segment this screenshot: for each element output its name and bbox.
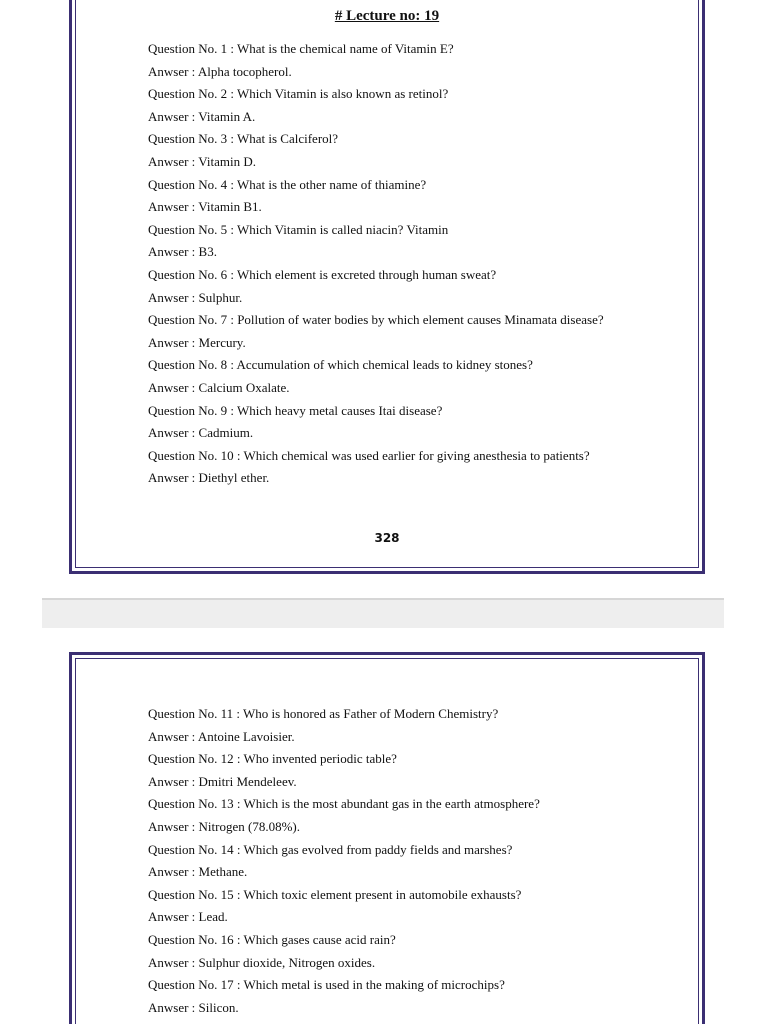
question-line: Question No. 14 : Which gas evolved from paddy fields and marshes? [148,841,513,857]
question-line: Question No. 9 : Which heavy metal causes Itai disease? [148,402,443,418]
answer-line: Anwser : Cadmium. [148,425,254,441]
answer-line: Anwser : B3. [148,244,217,260]
question-line: Question No. 7 : Pollution of water bodies by which element causes Minamata disease? [148,312,604,328]
page-329 [69,652,705,1024]
answer-line: Anwser : Sulphur. [148,289,243,305]
answer-line: Anwser : Dmitri Mendeleev. [148,773,297,789]
answer-line: Anwser : Sulphur dioxide, Nitrogen oxides. [148,954,376,970]
lecture-heading: # Lecture no: 19 [334,8,440,24]
question-line: Question No. 12 : Who invented periodic table? [148,751,397,767]
answer-line: Anwser : Antoine Lavoisier. [148,728,295,744]
question-line: Question No. 11 : Who is honored as Father of Modern Chemistry? [148,706,499,721]
question-line: Question No. 2 : Which Vitamin is also known as retinol? [148,86,449,102]
qa-list [148,703,682,1019]
question-line: Question No. 6 : Which element is excreted through human sweat? [148,266,497,282]
question-line: Question No. 10 : Which chemical was used earlier for giving anesthesia to patients? [148,447,590,463]
question-line: Question No. 16 : Which gases cause acid rain? [148,931,396,947]
answer-line: Anwser : Vitamin D. [148,153,257,169]
question-line: Question No. 8 : Accumulation of which chemical leads to kidney stones? [148,357,533,373]
answer-line: Anwser : Lead. [148,909,228,925]
page-328 [69,0,705,574]
question-line: Question No. 15 : Which toxic element present in automobile exhausts? [148,886,522,902]
question-line: Question No. 13 : Which is the most abundant gas in the earth atmosphere? [148,796,540,812]
question-line: Question No. 17 : Which metal is used in the making of microchips? [148,977,505,993]
question-line: Question No. 5 : Which Vitamin is called niacin? Vitamin [148,221,449,237]
answer-line: Anwser : Nitrogen (78.08%). [148,818,300,834]
qa-list [148,38,682,490]
answer-line: Anwser : Calcium Oxalate. [148,379,290,395]
question-line: Question No. 4 : What is the other name of thiamine? [148,176,427,192]
question-line: Question No. 1 : What is the chemical name of Vitamin E? [148,41,454,56]
answer-line: Anwser : Vitamin A. [148,108,256,124]
question-line: Question No. 3 : What is Calciferol? [148,131,339,147]
answer-line: Anwser : Vitamin B1. [148,199,262,215]
answer-line: Anwser : Methane. [148,864,248,880]
page-number: 328 [374,531,400,545]
answer-line: Anwser : Mercury. [148,334,246,350]
answer-line: Anwser : Diethyl ether. [148,470,270,486]
answer-line: Anwser : Silicon. [148,999,239,1015]
answer-line: Anwser : Alpha tocopherol. [148,63,292,79]
page-gap [42,598,724,628]
